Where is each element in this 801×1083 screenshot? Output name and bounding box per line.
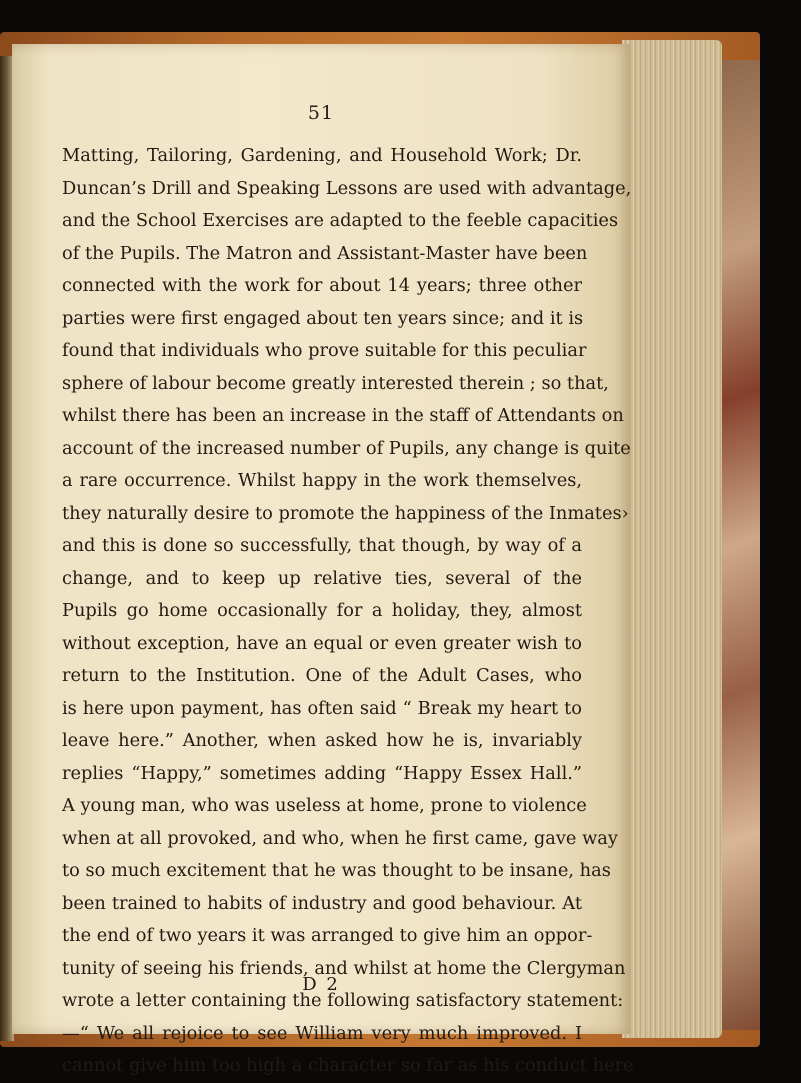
text-line: A young man, who was useless at home, prone to violence <box>62 795 587 816</box>
text-line: replies “Happy,” sometimes adding “Happy Essex Hall.” <box>62 762 582 784</box>
text-line: sphere of labour become greatly interested therein ; so that, <box>62 372 609 394</box>
text-line: Pupils go home occasionally for a holiday, they, almost <box>62 600 582 621</box>
text-line: Matting, Tailoring, Gardening, and Household Work; Dr. <box>62 145 582 166</box>
text-line: wrote a letter containing the following satisfactory statement: <box>62 990 624 1011</box>
page-number: 51 <box>307 102 335 124</box>
text-line: to so much excitement that he was thought to be insane, has <box>62 860 611 881</box>
text-line: Duncan’s Drill and Speaking Lessons are used with advantage, <box>62 177 632 199</box>
text-line: —“ We all rejoice to see William very much improved. I <box>62 1022 582 1044</box>
text-line: found that individuals who prove suitable for this peculiar <box>62 340 587 361</box>
body-text <box>62 140 634 1083</box>
text-line: and this is done so successfully, that though, by way of a <box>62 535 582 556</box>
text-line: when at all provoked, and who, when he first came, gave way <box>62 827 618 849</box>
text-line: cannot give him too high a character so far as his conduct here <box>62 1055 634 1076</box>
text-line: without exception, have an equal or even greater wish to <box>62 632 582 654</box>
text-line: the end of two years it was arranged to give him an oppor- <box>62 925 593 946</box>
text-line: return to the Institution. One of the Adult Cases, who <box>62 665 582 686</box>
text-line: a rare occurrence. Whilst happy in the work themselves, <box>62 470 582 491</box>
text-line: of the Pupils. The Matron and Assistant-Master have been <box>62 242 588 264</box>
text-line: connected with the work for about 14 years; three other <box>62 275 582 296</box>
text-line: been trained to habits of industry and good behaviour. At <box>62 892 582 914</box>
text-line: change, and to keep up relative ties, several of the <box>62 567 582 589</box>
text-line: they naturally desire to promote the happiness of the Inmates› <box>62 502 629 524</box>
book-page <box>12 44 634 1076</box>
text-line: tunity of seeing his friends, and whilst at home the Clergyman <box>62 957 626 979</box>
text-line: account of the increased number of Pupils, any change is quite <box>62 437 631 459</box>
text-line: is here upon payment, has often said “ Break my heart to <box>62 697 582 719</box>
text-line: leave here.” Another, when asked how he is, invariably <box>62 730 582 751</box>
text-line: parties were first engaged about ten years since; and it is <box>62 307 584 329</box>
signature-mark: D 2 <box>302 974 340 995</box>
text-line: and the School Exercises are adapted to the feeble capacities <box>62 210 619 231</box>
text-line: whilst there has been an increase in the staff of Attendants on <box>62 405 624 426</box>
page-edges <box>622 40 722 1038</box>
